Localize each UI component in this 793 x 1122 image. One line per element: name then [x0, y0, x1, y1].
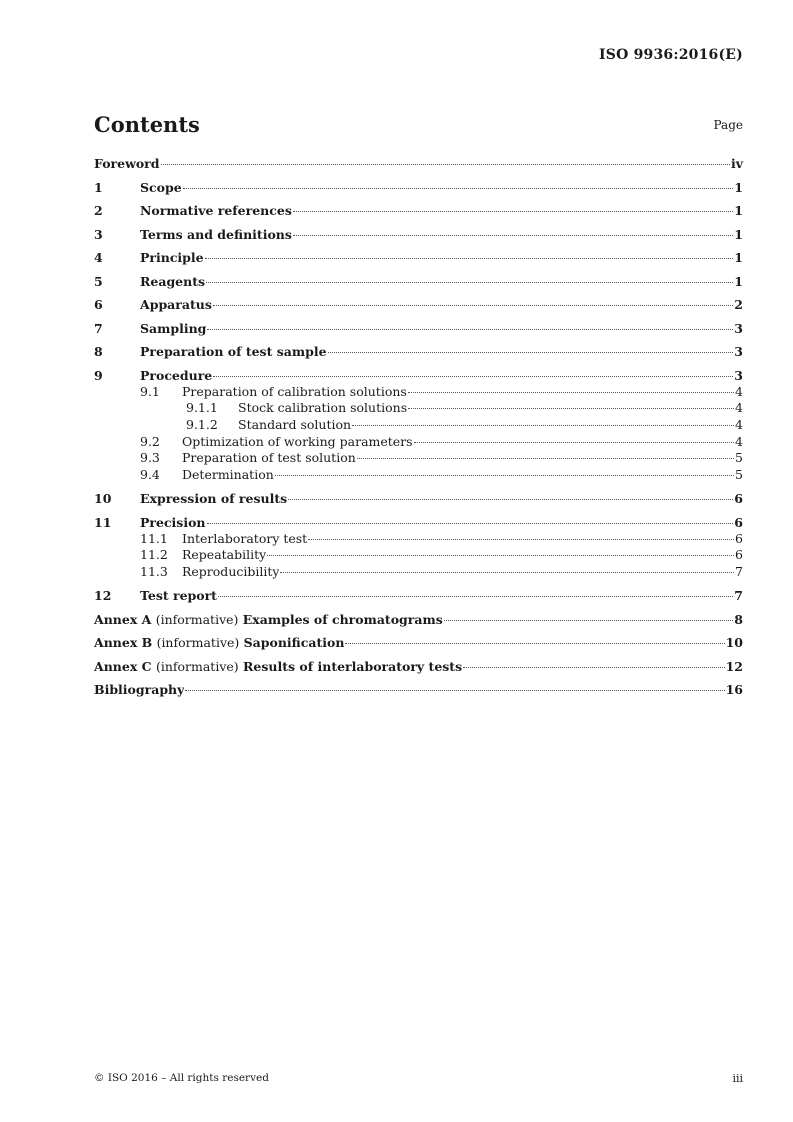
toc-entry-number: 8	[94, 344, 103, 359]
toc-entry-title: Repeatability	[182, 547, 267, 563]
toc-entry[interactable]	[94, 658, 743, 675]
toc-entry[interactable]	[94, 179, 743, 196]
dot-leader	[308, 539, 734, 540]
footer-page-number: iii	[732, 1072, 743, 1085]
toc-entry[interactable]	[94, 611, 743, 628]
toc-entry-number: 9.1.2	[186, 416, 218, 432]
toc-entry-title: Reagents	[140, 273, 206, 289]
document-header-code: ISO 9936:2016(E)	[599, 47, 743, 63]
toc-entry[interactable]	[94, 634, 743, 651]
annex-label: Annex C	[94, 658, 152, 674]
annex-informative-label: (informative)	[155, 611, 239, 627]
toc-entry[interactable]	[94, 681, 743, 698]
dot-leader	[352, 425, 734, 426]
toc-entry-page: 3	[734, 367, 743, 383]
toc-entry-title: Terms and definitions	[140, 226, 292, 242]
dot-leader	[213, 376, 733, 377]
toc-entry-page: 3	[734, 320, 743, 336]
dot-leader	[207, 329, 733, 330]
dot-leader	[408, 392, 734, 393]
toc-entry-title: Apparatus	[140, 297, 212, 312]
toc-entry-page: 1	[734, 226, 743, 242]
toc-entry-title: Sampling	[140, 320, 207, 336]
toc-entry[interactable]	[94, 296, 743, 313]
toc-entry-page: 5	[735, 450, 743, 466]
toc-entry-number: 9.4	[140, 467, 160, 483]
toc-entry[interactable]	[94, 434, 743, 451]
annex-title: Examples of chromatograms	[242, 611, 443, 627]
toc-entry-title: Preparation of calibration solutions	[182, 383, 407, 399]
toc-entry[interactable]	[94, 249, 743, 266]
table-of-contents	[94, 155, 743, 698]
dot-leader	[218, 596, 733, 597]
toc-entry-number: 7	[94, 320, 103, 336]
toc-entry-title: Determination	[182, 467, 274, 483]
footer-copyright: © ISO 2016 – All rights reserved	[94, 1072, 269, 1084]
toc-entry-title: Foreword	[94, 156, 160, 171]
toc-entry[interactable]	[94, 490, 743, 507]
toc-entry-title	[94, 658, 462, 675]
toc-entry-title: Preparation of test sample	[140, 344, 327, 359]
toc-entry-page: 1	[734, 179, 743, 195]
dot-leader	[267, 555, 734, 556]
toc-entry[interactable]	[94, 226, 743, 243]
dot-leader	[205, 258, 734, 259]
toc-entry-page: 4	[735, 383, 743, 399]
toc-entry-number: 11.1	[140, 530, 168, 546]
dot-leader	[185, 690, 724, 691]
toc-entry[interactable]	[94, 320, 743, 337]
toc-entry[interactable]	[94, 587, 743, 604]
toc-entry[interactable]	[94, 467, 743, 484]
dot-leader	[280, 572, 734, 573]
toc-entry-page: 6	[735, 547, 743, 563]
toc-entry[interactable]	[94, 367, 743, 384]
toc-entry-page: 12	[725, 658, 743, 674]
toc-entry[interactable]	[94, 564, 743, 581]
dot-leader	[293, 211, 733, 212]
toc-entry-page: 7	[734, 588, 743, 604]
toc-entry-page: 4	[735, 416, 743, 432]
dot-leader	[328, 352, 734, 353]
dot-leader	[288, 499, 733, 500]
dot-leader	[414, 442, 734, 443]
dot-leader	[357, 458, 734, 459]
toc-entry-title: Bibliography	[94, 682, 185, 698]
toc-entry-number: 11.3	[140, 564, 168, 580]
toc-entry-title: Normative references	[140, 203, 292, 218]
toc-entry[interactable]	[94, 547, 743, 564]
toc-entry-title: Preparation of test solution	[182, 450, 356, 466]
toc-entry[interactable]	[94, 417, 743, 434]
toc-entry-number: 11	[94, 514, 112, 530]
toc-entry-number: 2	[94, 203, 103, 218]
toc-entry-page: 7	[735, 564, 743, 580]
toc-entry-number: 9.1.1	[186, 400, 218, 416]
toc-entry-number: 6	[94, 297, 103, 312]
toc-entry-title: Expression of results	[140, 491, 288, 507]
dot-leader	[183, 188, 734, 189]
toc-entry-page: 4	[735, 400, 743, 416]
annex-label: Annex A	[94, 611, 152, 627]
toc-entry-number: 10	[94, 491, 112, 507]
toc-entry-title: Stock calibration solutions	[238, 400, 408, 416]
toc-entry-page: 3	[734, 344, 743, 359]
toc-entry-title: Precision	[140, 514, 206, 530]
toc-entry-page: 1	[734, 250, 743, 265]
toc-entry-page: 5	[735, 467, 743, 483]
toc-entry-title: Optimization of working parameters	[182, 433, 413, 449]
toc-entry-title: Standard solution	[238, 416, 352, 432]
toc-entry-title: Interlaboratory test	[182, 530, 308, 546]
dot-leader	[463, 667, 724, 668]
toc-entry-title: Test report	[140, 588, 217, 604]
toc-entry-number: 9.1	[140, 383, 160, 399]
toc-entry[interactable]	[94, 384, 743, 401]
toc-entry[interactable]	[94, 531, 743, 548]
annex-informative-label: (informative)	[156, 635, 240, 651]
dot-leader	[206, 282, 733, 283]
toc-entry-page: 16	[725, 682, 743, 698]
page-column-label: Page	[713, 118, 743, 132]
dot-leader	[213, 305, 733, 306]
annex-title: Results of interlaboratory tests	[243, 658, 463, 674]
toc-entry-number: 9	[94, 367, 103, 383]
toc-entry-page: 4	[735, 433, 743, 449]
toc-entry-title: Principle	[140, 250, 204, 265]
toc-entry-page: 10	[725, 635, 743, 651]
dot-leader	[293, 235, 733, 236]
toc-entry-page: 8	[734, 611, 743, 627]
annex-label: Annex B	[94, 635, 153, 651]
dot-leader	[161, 164, 730, 165]
toc-entry-number: 9.2	[140, 433, 160, 449]
dot-leader	[408, 408, 734, 409]
toc-entry-number: 9.3	[140, 450, 160, 466]
toc-entry-title: Scope	[140, 179, 182, 195]
toc-entry-title	[94, 634, 344, 651]
toc-entry-number: 11.2	[140, 547, 168, 563]
dot-leader	[275, 475, 734, 476]
toc-entry[interactable]	[94, 514, 743, 531]
dot-leader	[345, 643, 724, 644]
dot-leader	[444, 620, 734, 621]
toc-entry-number: 12	[94, 588, 112, 604]
toc-entry-number: 5	[94, 273, 103, 289]
toc-entry-number: 3	[94, 226, 103, 242]
toc-entry-page: 6	[735, 530, 743, 546]
toc-entry-number: 1	[94, 179, 103, 195]
toc-entry-page: 1	[734, 203, 743, 218]
toc-entry-title: Reproducibility	[182, 564, 280, 580]
toc-entry-page: 1	[734, 273, 743, 289]
toc-entry[interactable]	[94, 450, 743, 467]
toc-entry[interactable]	[94, 343, 743, 360]
toc-entry-title	[94, 611, 443, 628]
toc-entry-title: Procedure	[140, 367, 213, 383]
toc-entry-page: 6	[734, 491, 743, 507]
annex-informative-label: (informative)	[155, 658, 239, 674]
toc-entry[interactable]	[94, 400, 743, 417]
dot-leader	[207, 523, 734, 524]
toc-entry-page: 2	[734, 297, 743, 312]
toc-entry-page: iv	[730, 156, 743, 171]
toc-entry-number: 4	[94, 250, 103, 265]
toc-entry-page: 6	[734, 514, 743, 530]
toc-entry[interactable]	[94, 155, 743, 172]
toc-entry[interactable]	[94, 273, 743, 290]
contents-title: Contents	[94, 112, 200, 137]
annex-title: Saponification	[243, 635, 345, 651]
toc-entry[interactable]	[94, 202, 743, 219]
